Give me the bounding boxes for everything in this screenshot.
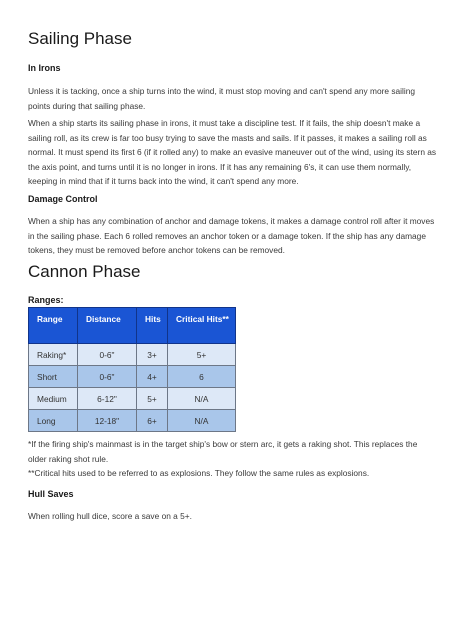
text-line: points during that sailing phase. bbox=[28, 100, 146, 111]
table-header-row bbox=[29, 308, 236, 344]
distance-cell: 0-6" bbox=[78, 344, 137, 366]
hits-cell: 3+ bbox=[137, 344, 168, 366]
hits-cell: 5+ bbox=[137, 388, 168, 410]
critical-hits-footnote: **Critical hits used to be referred to as explosions. They follow the same rules as explosions. bbox=[28, 468, 370, 478]
table-row bbox=[29, 344, 236, 366]
range-cell: Medium bbox=[29, 388, 78, 410]
cannon-phase-title: Cannon Phase bbox=[28, 262, 141, 281]
distance-cell: 6-12" bbox=[78, 388, 137, 410]
text-line: When a ship has any combination of anchor and damage tokens, it makes a damage control roll after it moves bbox=[28, 216, 435, 226]
distance-cell: 12-18" bbox=[78, 410, 137, 432]
damage-control-paragraph bbox=[28, 214, 454, 258]
in-irons-heading: In Irons bbox=[28, 63, 61, 73]
hull-saves-heading: Hull Saves bbox=[28, 489, 74, 499]
text-line: normal. It must spend its first 6 (if it rolled any) to make an evasive maneuver out of the wind, using its stern as bbox=[28, 147, 437, 157]
distance-cell: 0-6" bbox=[78, 366, 137, 388]
raking-footnote bbox=[28, 437, 454, 481]
text-line: tokens, they must be removed before anchor tokens can be removed. bbox=[28, 245, 285, 255]
text-line: sailing roll, as its crew is far too busy trying to save the masts and sails. If it passes, it makes a sailing roll as bbox=[28, 132, 427, 143]
column-header-range: Range bbox=[29, 308, 78, 344]
range-cell: Short bbox=[29, 366, 78, 388]
text-line: in the sailing phase. Each 6 rolled removes an anchor token or a damage token. If the ship has any damage bbox=[28, 230, 426, 241]
text-line: Unless it is tacking, once a ship turns into the wind, it must stop moving and can't spend any more sailing bbox=[28, 86, 415, 96]
text-line: When rolling hull dice, score a save on a 5+. bbox=[28, 511, 192, 521]
table-row bbox=[29, 410, 236, 432]
column-header-distance: Distance bbox=[78, 308, 137, 344]
range-cell: Raking* bbox=[29, 344, 78, 366]
in-irons-paragraph-2 bbox=[28, 116, 454, 189]
critical-hits-cell: N/A bbox=[168, 388, 236, 410]
critical-hits-cell: N/A bbox=[168, 410, 236, 432]
ranges-heading: Ranges: bbox=[28, 295, 64, 305]
critical-hits-cell: 6 bbox=[168, 366, 236, 388]
in-irons-paragraph-1 bbox=[28, 84, 454, 113]
text-line: keeping in mind that if it turns back into the wind, it can't spend any more. bbox=[28, 176, 299, 186]
damage-control-heading: Damage Control bbox=[28, 194, 98, 204]
text-line: *If the firing ship's mainmast is in the target ship's bow or stern arc, it gets a raking shot. This replaces the bbox=[28, 439, 418, 449]
column-header-critical-hits: Critical Hits** bbox=[168, 308, 236, 344]
text-line: older raking shot rule. bbox=[28, 453, 109, 464]
ranges-table bbox=[28, 307, 236, 432]
table-row bbox=[29, 388, 236, 410]
hull-saves-paragraph bbox=[28, 509, 454, 524]
range-cell: Long bbox=[29, 410, 78, 432]
text-line: the axis point, and turns until it is no longer in irons. If it has any remaining 6's, it can use them normally, bbox=[28, 161, 412, 172]
hits-cell: 6+ bbox=[137, 410, 168, 432]
table-row bbox=[29, 366, 236, 388]
column-header-hits: Hits bbox=[137, 308, 168, 344]
hits-cell: 4+ bbox=[137, 366, 168, 388]
sailing-phase-title: Sailing Phase bbox=[28, 29, 132, 48]
critical-hits-cell: 5+ bbox=[168, 344, 236, 366]
text-line: When a ship starts its sailing phase in irons, it must take a discipline test. If it fails, the ship doesn't make a bbox=[28, 118, 421, 128]
